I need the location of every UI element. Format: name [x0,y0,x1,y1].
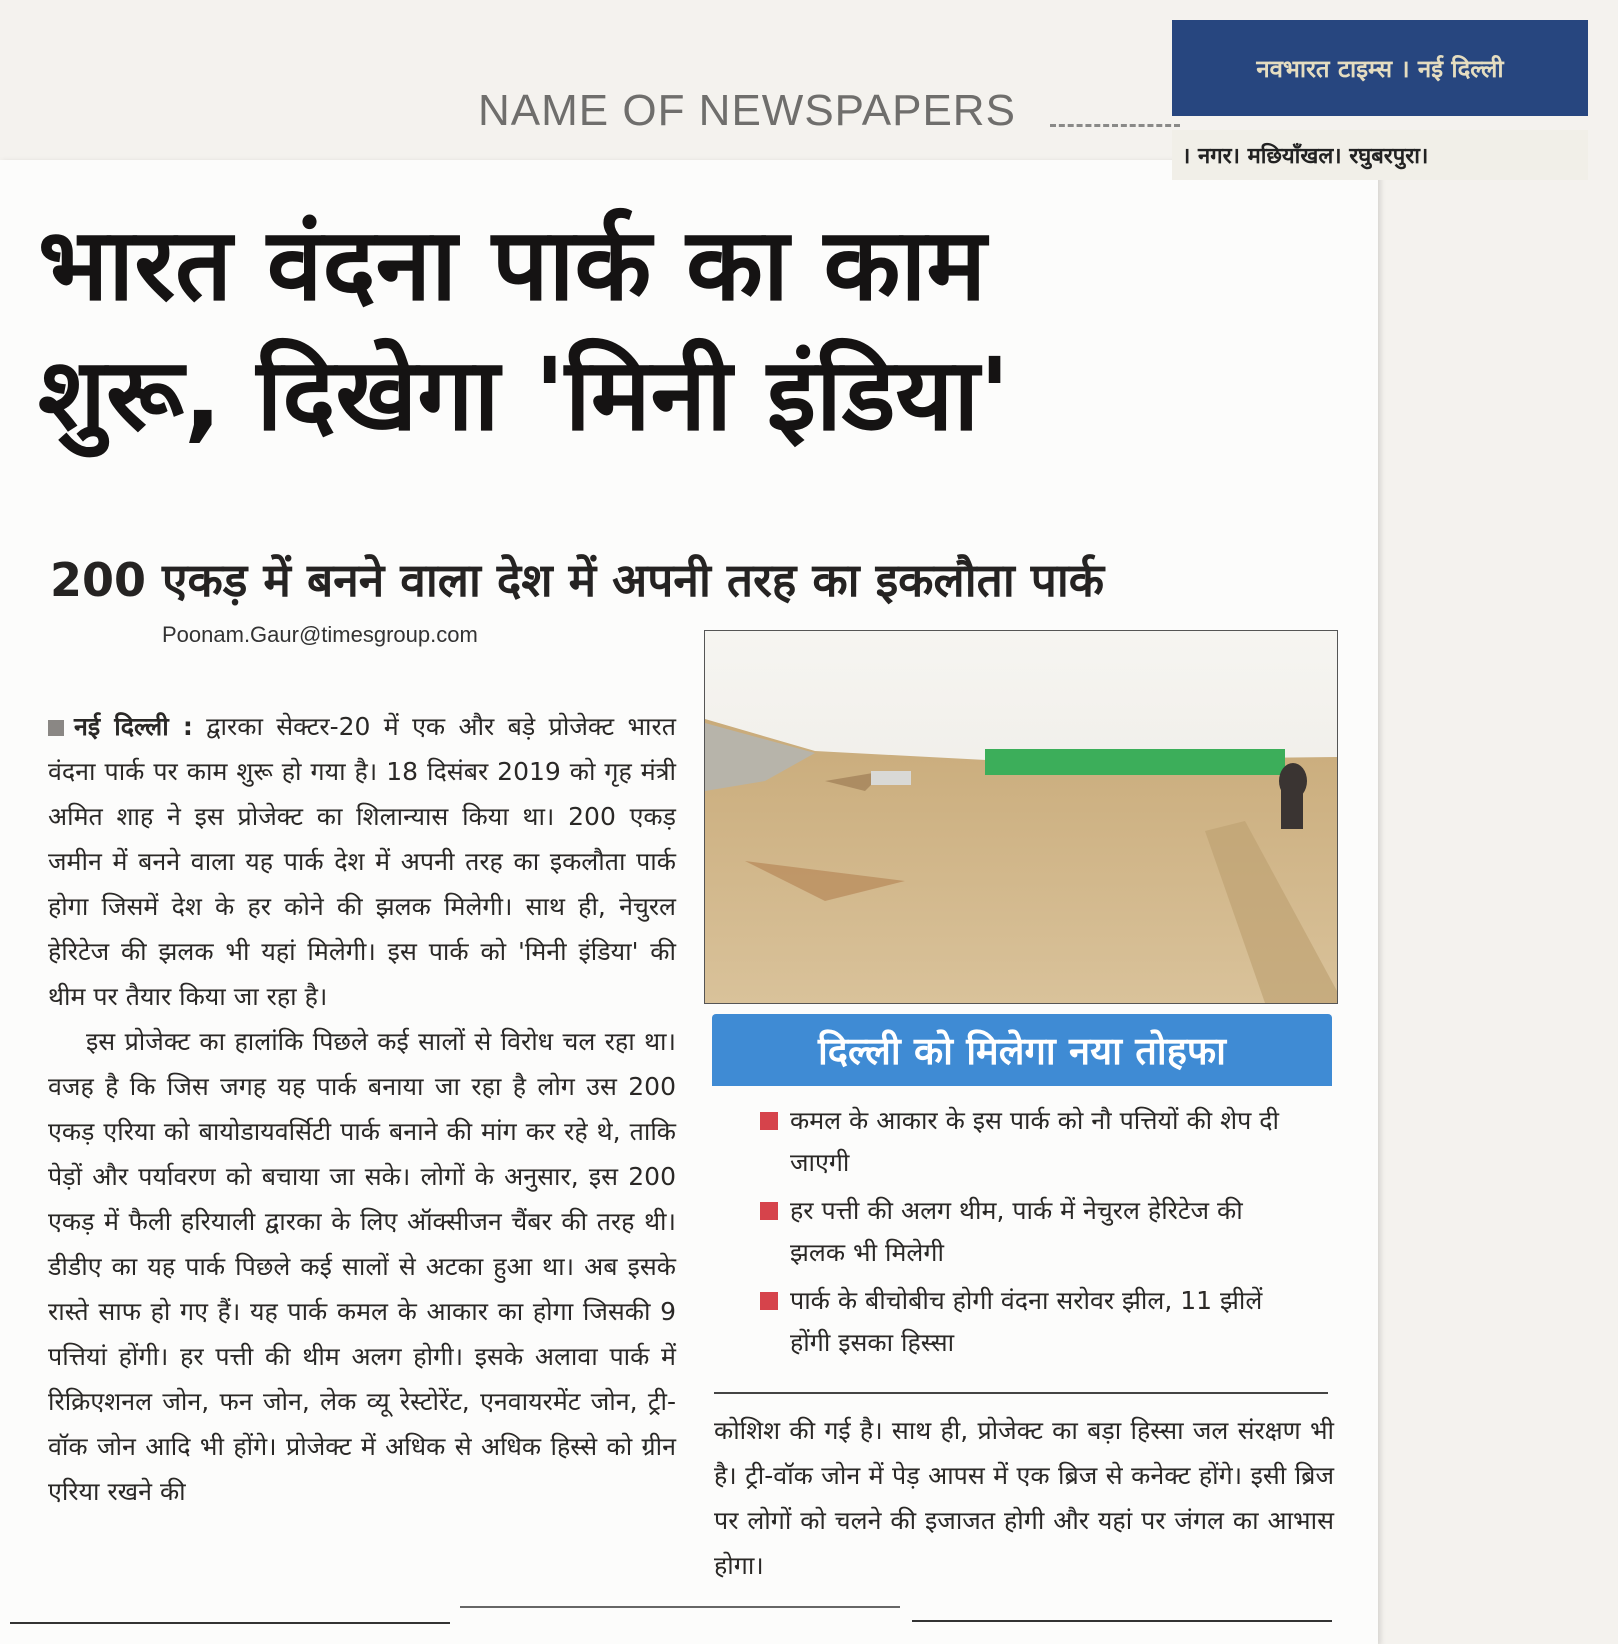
highlight-bullet-text: कमल के आकार के इस पार्क को नौ पत्तियों की शेप दी जाएगी [790,1106,1279,1177]
highlight-box-title: दिल्ली को मिलेगा नया तोहफा [712,1014,1332,1086]
article-paragraph-1 [48,704,676,1019]
highlight-bullet-item [760,1280,1300,1364]
paragraph-1-text: द्वारका सेक्टर-20 में एक और बड़े प्रोजेक्ट भारत वंदना पार्क पर काम शुरू हो गया है। 18 दिसंबर 2019 को गृह मंत्री अमित शाह ने इस प्रोजेक्ट का शिलान्यास किया था। 200 एकड़ जमीन में बनने वाला यह पार्क देश में अपनी तरह का इकलौता पार्क होगा जिसमें देश के हर कोने की झलक मिलेगी। साथ ही, नेचुरल हेरिटेज की झलक भी यहां मिलेगी। इस पार्क को 'मिनी इंडिया' की थीम पर तैयार किया जा रहा है। [48,712,676,1011]
page-label: NAME OF NEWSPAPERS [478,86,1016,135]
highlight-bullet-item [760,1190,1300,1274]
highlight-bullet-text: हर पत्ती की अलग थीम, पार्क में नेचुरल हेरिटेज की झलक भी मिलेगी [790,1196,1243,1267]
headline-line-1: भारत वंदना पार्क का काम [38,206,987,323]
red-square-bullet-icon [760,1112,778,1130]
highlight-bullet-list [760,1100,1300,1370]
red-square-bullet-icon [760,1292,778,1310]
bottom-rule [912,1620,1332,1622]
masthead-paper-name: नवभारत टाइम्स । नई दिल्ली [1172,20,1588,116]
article-left-column [48,704,676,1514]
label-dash-line [1050,124,1180,127]
dateline: नई दिल्ली : [74,712,193,741]
red-square-bullet-icon [760,1202,778,1220]
article-paragraph-2: इस प्रोजेक्ट का हालांकि पिछले कई सालों से विरोध चल रहा था। वजह है कि जिस जगह यह पार्क बनाया जा रहा है लोग उस 200 एकड़ एरिया को बायोडायवर्सिटी पार्क बनाने की मांग कर रहे थे, ताकि पेड़ों और पर्यावरण को बचाया जा सके। लोगों के अनुसार, इस 200 एकड़ में फैली हरियाली द्वारका के लिए ऑक्सीजन चैंबर की तरह थी। डीडीए का यह पार्क पिछले कई सालों से अटका हुआ था। अब इसके रास्ते साफ हो गए हैं। यह पार्क कमल के आकार का होगा जिसकी 9 पत्तियां होंगी। हर पत्ती की थीम अलग होगी। इसके अलावा पार्क में रिक्रिएशनल जोन, फन जोन, लेक व्यू रेस्टोरेंट, एनवायरमेंट जोन, ट्री-वॉक जोन आदि भी होंगे। प्रोजेक्ट में अधिक से अधिक हिस्से को ग्रीन एरिया रखने की [48,1027,676,1506]
headline-line-2: शुरू, दिखेगा 'मिनी इंडिया' [38,336,1010,453]
bottom-rule [10,1622,450,1624]
masthead-locality-strip: । नगर। मछियाँखल। रघुबरपुरा। [1172,130,1588,180]
square-bullet-icon [48,720,64,736]
highlight-bullet-item [760,1100,1300,1184]
park-site-photo [704,630,1338,1004]
bottom-rule [460,1606,900,1608]
headline [38,200,1338,460]
column-divider-rule [714,1392,1328,1394]
byline-email: Poonam.Gaur@timesgroup.com [162,622,478,647]
article-paragraph-3: कोशिश की गई है। साथ ही, प्रोजेक्ट का बड़ा हिस्सा जल संरक्षण भी है। ट्री-वॉक जोन में पेड़ आपस में एक ब्रिज से कनेक्ट होंगे। इसी ब्रिज पर लोगों को चलने की इजाजत होगी और यहां पर जंगल का आभास होगा। [714,1416,1334,1580]
subheadline: 200 एकड़ में बनने वाला देश में अपनी तरह का इकलौता पार्क [50,553,1105,607]
highlight-bullet-text: पार्क के बीचोबीच होगी वंदना सरोवर झील, 11 झीलें होंगी इसका हिस्सा [790,1286,1263,1357]
